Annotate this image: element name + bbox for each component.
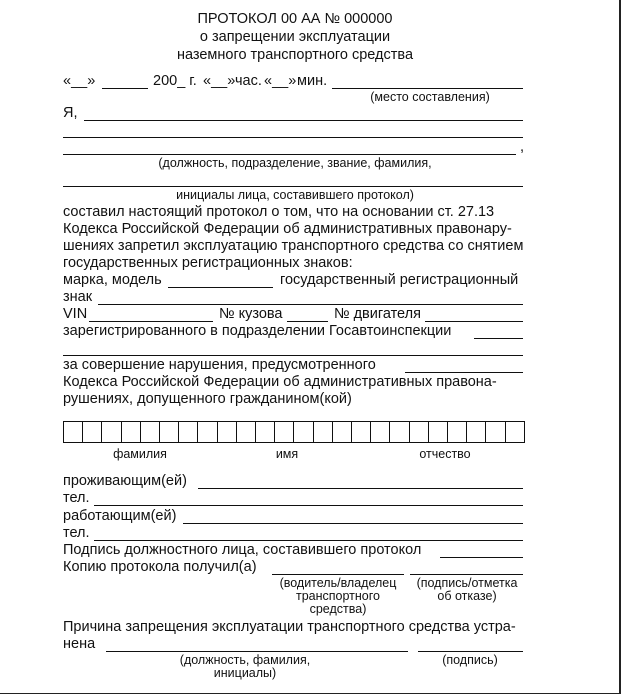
official-line-3[interactable] — [63, 154, 516, 155]
protocol-subtitle-1: о запрещении эксплуатации — [199, 29, 391, 45]
driver-caption-3: средства) — [309, 602, 367, 616]
name-letter-cell[interactable] — [141, 422, 160, 442]
protocol-title: ПРОТОКОЛ 00 АА № 000000 — [197, 11, 393, 27]
dvig-field[interactable] — [425, 321, 523, 322]
gos-label: государственный регистрационный — [280, 272, 519, 288]
official-sign-label: Подпись должностного лица, составившего протокол — [63, 542, 422, 558]
violation-label: за совершение нарушения, предусмотренного — [63, 357, 376, 373]
working-label: работающим(ей) — [63, 508, 177, 524]
official-line-2[interactable] — [63, 137, 523, 138]
body-line-2: Кодекса Российской Федерации об административных правонару- — [63, 221, 512, 237]
name-letter-cell[interactable] — [102, 422, 121, 442]
violation-field[interactable] — [405, 372, 523, 373]
refusal-sign-field[interactable] — [410, 574, 523, 575]
name-letter-cell[interactable] — [410, 422, 429, 442]
official-comma: , — [520, 139, 525, 155]
reason-line-2: нена — [63, 636, 96, 652]
reason-sign-field[interactable] — [418, 651, 523, 652]
reason-caption-1: (должность, фамилия, — [179, 653, 311, 667]
registered-field-2[interactable] — [63, 355, 523, 356]
living-field[interactable] — [198, 488, 523, 489]
body-line-4: государственных регистрационных знаков: — [63, 255, 353, 271]
official-line-4[interactable] — [63, 186, 523, 187]
working-field[interactable] — [183, 523, 523, 524]
name-letter-cell[interactable] — [237, 422, 256, 442]
minutes-label: мин. — [297, 73, 328, 89]
hour-quote: «__» — [203, 73, 236, 89]
name-letter-cell[interactable] — [371, 422, 390, 442]
refusal-caption-2: об отказе) — [437, 589, 497, 603]
marka-label: марка, модель — [63, 272, 162, 288]
driver-caption-1: (водитель/владелец — [279, 576, 397, 590]
name-letter-grid[interactable] — [63, 421, 525, 443]
registered-field[interactable] — [474, 338, 523, 339]
name-letter-cell[interactable] — [256, 422, 275, 442]
name-letter-cell[interactable] — [429, 422, 448, 442]
reason-caption-2: инициалы) — [213, 666, 277, 680]
name-letter-cell[interactable] — [294, 422, 313, 442]
name-letter-cell[interactable] — [506, 422, 524, 442]
name-letter-cell[interactable] — [390, 422, 409, 442]
dvig-label: № двигателя — [334, 306, 421, 322]
tel2-label: тел. — [63, 525, 90, 541]
name-letter-cell[interactable] — [467, 422, 486, 442]
name-letter-cell[interactable] — [122, 422, 141, 442]
name-letter-cell[interactable] — [218, 422, 237, 442]
kuzov-field[interactable] — [287, 321, 328, 322]
year-label: 200_ г. — [153, 73, 197, 89]
place-field[interactable] — [332, 88, 523, 89]
tel2-field[interactable] — [94, 540, 523, 541]
hours-label: час. — [235, 73, 262, 89]
name-letter-cell[interactable] — [198, 422, 217, 442]
ya-label: Я, — [63, 105, 78, 121]
official-sign-field[interactable] — [440, 557, 523, 558]
driver-sign-field[interactable] — [272, 574, 404, 575]
refusal-caption-1: (подпись/отметка — [416, 576, 518, 590]
kuzov-label: № кузова — [219, 306, 283, 322]
reason-official-field[interactable] — [106, 651, 408, 652]
name-letter-cell[interactable] — [333, 422, 352, 442]
body-line-1: составил настоящий протокол о том, что на основании ст. 27.13 — [63, 204, 495, 220]
imya-caption: имя — [275, 447, 299, 461]
name-letter-cell[interactable] — [179, 422, 198, 442]
minute-quote: «__» — [264, 73, 297, 89]
driver-caption-2: транспортного — [296, 589, 380, 603]
registered-label: зарегистрированного в подразделении Госавтоинспекции — [63, 323, 452, 339]
name-letter-cell[interactable] — [275, 422, 294, 442]
vin-label: VIN — [63, 306, 88, 322]
znak-label: знак — [63, 289, 93, 305]
znak-field[interactable] — [98, 304, 523, 305]
name-letter-cell[interactable] — [160, 422, 179, 442]
place-caption: (место составления) — [370, 90, 490, 104]
vin-field[interactable] — [89, 321, 213, 322]
copy-received-label: Копию протокола получил(а) — [63, 559, 257, 575]
initials-caption: инициалы лица, составившего протокол) — [176, 188, 414, 202]
body-line-6: рушениях, допущенного гражданином(кой) — [63, 391, 352, 407]
marka-field[interactable] — [168, 287, 273, 288]
reason-line-1: Причина запрещения эксплуатации транспортного средства устра- — [63, 619, 516, 635]
tel1-field[interactable] — [94, 505, 523, 506]
name-letter-cell[interactable] — [83, 422, 102, 442]
name-letter-cell[interactable] — [486, 422, 505, 442]
otchestvo-caption: отчество — [419, 447, 471, 461]
reason-caption-3: (подпись) — [442, 653, 498, 667]
protocol-subtitle-2: наземного транспортного средства — [176, 47, 414, 63]
body-line-5: Кодекса Российской Федерации об административных правона- — [63, 374, 497, 390]
tel1-label: тел. — [63, 490, 90, 506]
name-letter-cell[interactable] — [64, 422, 83, 442]
body-line-3: шениях запретил эксплуатацию транспортного средства со снятием — [63, 238, 524, 254]
living-label: проживающим(ей) — [63, 473, 187, 489]
day-quote: «__» — [63, 73, 96, 89]
name-letter-cell[interactable] — [314, 422, 333, 442]
official-line-1[interactable] — [84, 120, 523, 121]
name-letter-cell[interactable] — [448, 422, 467, 442]
familiya-caption: фамилия — [113, 447, 167, 461]
official-caption: (должность, подразделение, звание, фамилия, — [158, 156, 432, 170]
month-field[interactable] — [102, 88, 148, 89]
name-letter-cell[interactable] — [352, 422, 371, 442]
